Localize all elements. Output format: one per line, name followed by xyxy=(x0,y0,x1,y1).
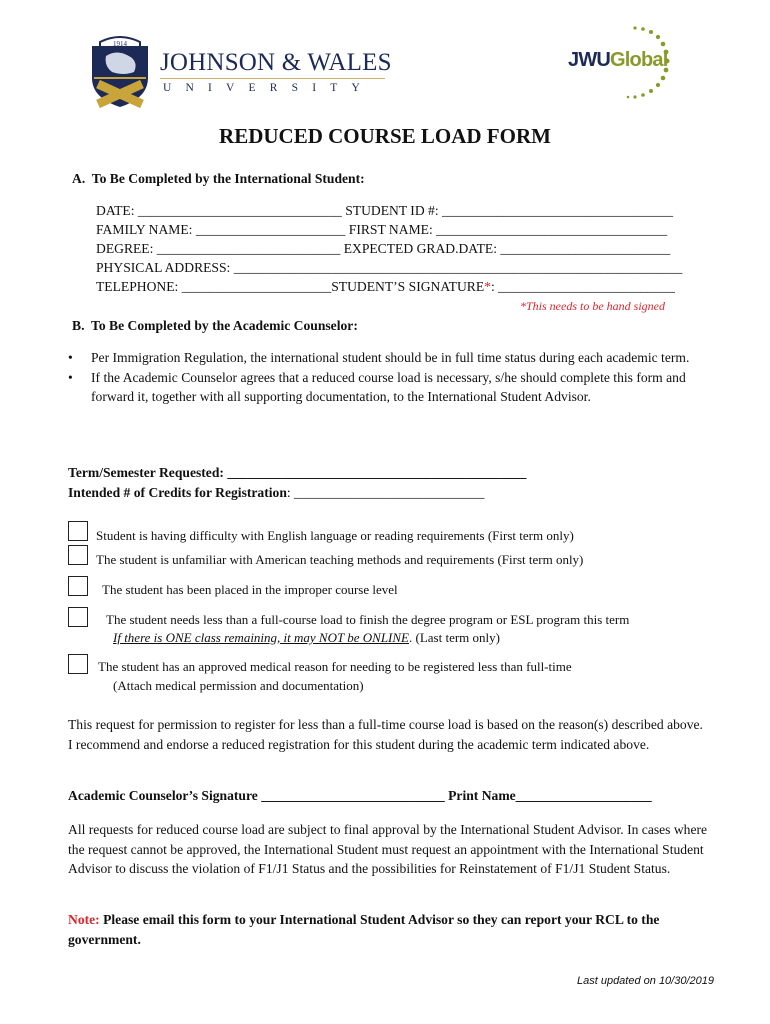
bullet-text: Per Immigration Regulation, the international student should be in full time status during each academic term. xyxy=(91,350,690,365)
signature-field[interactable]: : __________________________ xyxy=(490,279,675,294)
email-note xyxy=(68,910,718,950)
credits-blank[interactable]: : ____________________________ xyxy=(286,485,485,500)
required-asterisk: * xyxy=(484,279,491,294)
jwu-shield-icon xyxy=(88,34,152,108)
credits-label: Intended # of Credits for Registration xyxy=(68,485,287,500)
last-term-note: . (Last term only) xyxy=(409,630,500,645)
reason-teaching-label: The student is unfamiliar with American teaching methods and requirements (First term only) xyxy=(96,552,584,567)
reason-medical-checkbox[interactable] xyxy=(68,654,88,674)
reason-teaching-checkbox[interactable] xyxy=(68,545,88,565)
hand-signed-note: *This needs to be hand signed xyxy=(520,299,665,313)
list-item xyxy=(68,348,708,368)
bullet-text: If the Academic Counselor agrees that a reduced course load is necessary, s/he should complete this form and forward it, together with all supporting documentation, to the International Student Advisor. xyxy=(91,369,686,404)
bullet-icon: • xyxy=(68,350,73,365)
jwu-global-logo xyxy=(565,24,685,104)
reason-finish-degree-note xyxy=(113,630,500,646)
date-student-id-line[interactable]: DATE: ______________________________ STUDENT ID #: __________________________________ xyxy=(96,203,674,218)
global-prefix: JWU xyxy=(568,49,611,71)
reason-finish-degree-label: The student needs less than a full-course load to finish the degree program or ESL program this term xyxy=(106,612,630,627)
section-b-heading: B. To Be Completed by the Academic Counselor: xyxy=(72,318,358,333)
reason-course-level-label: The student has been placed in the improper course level xyxy=(102,582,398,597)
term-requested-field[interactable]: Term/Semester Requested: ____________________________________________ xyxy=(68,465,527,480)
counselor-signature-line[interactable]: Academic Counselor’s Signature ___________________________ Print Name____________________ xyxy=(68,788,652,803)
global-wordmark xyxy=(568,49,667,72)
credits-field[interactable] xyxy=(68,485,484,501)
bullet-icon: • xyxy=(68,369,73,385)
jwu-university: UNIVERSITY xyxy=(163,82,374,94)
instructions-list xyxy=(68,348,708,407)
physical-address-line[interactable]: PHYSICAL ADDRESS: __________________________________________________________________ xyxy=(96,260,683,275)
degree-grad-date-line[interactable]: DEGREE: ___________________________ EXPECTED GRAD.DATE: _________________________ xyxy=(96,241,671,256)
reason-finish-degree-checkbox[interactable] xyxy=(68,607,88,627)
reason-medical-label: The student has an approved medical reason for needing to be registered less than full-time xyxy=(98,659,572,674)
jwu-name: JOHNSON & WALES xyxy=(160,49,392,76)
last-updated: Last updated on 10/30/2019 xyxy=(576,975,714,987)
reason-english-label: Student is having difficulty with English language or reading requirements (First term only) xyxy=(96,528,574,543)
reason-course-level-checkbox[interactable] xyxy=(68,576,88,596)
section-a-heading: A. To Be Completed by the International Student: xyxy=(72,171,365,186)
endorsement-paragraph: This request for permission to register for less than a full-time course load is based on the reason(s) described above. I recommend and endorse a reduced registration for this student during the academic term indicated above. xyxy=(68,717,703,752)
note-text: Please email this form to your International Student Advisor so they can report your RCL to the government. xyxy=(68,912,660,947)
telephone-signature-line[interactable] xyxy=(96,279,675,295)
note-label: Note: xyxy=(68,912,100,927)
global-word: Global xyxy=(610,49,668,71)
list-item xyxy=(68,368,708,407)
divider xyxy=(160,78,385,79)
form-title: REDUCED COURSE LOAD FORM xyxy=(219,124,551,148)
telephone-signature-label: TELEPHONE: ______________________STUDENT’S SIGNATURE xyxy=(96,279,485,294)
jwu-year: 1914 xyxy=(113,40,127,48)
reason-medical-note: (Attach medical permission and documentation) xyxy=(113,678,364,693)
jwu-logo xyxy=(88,34,398,110)
reason-english-checkbox[interactable] xyxy=(68,521,88,541)
family-first-name-line[interactable]: FAMILY NAME: ______________________ FIRST NAME: __________________________________ xyxy=(96,222,668,237)
approval-paragraph: All requests for reduced course load are subject to final approval by the International Student Advisor. In cases where the request cannot be approved, the International Student must request an appointment with the International Student Advisor to discuss the violation of F1/J1 Status and the possibilities for Reinstatement of F1/J1 Student Status. xyxy=(68,822,708,876)
online-restriction: If there is ONE class remaining, it may NOT be ONLINE xyxy=(113,630,409,645)
